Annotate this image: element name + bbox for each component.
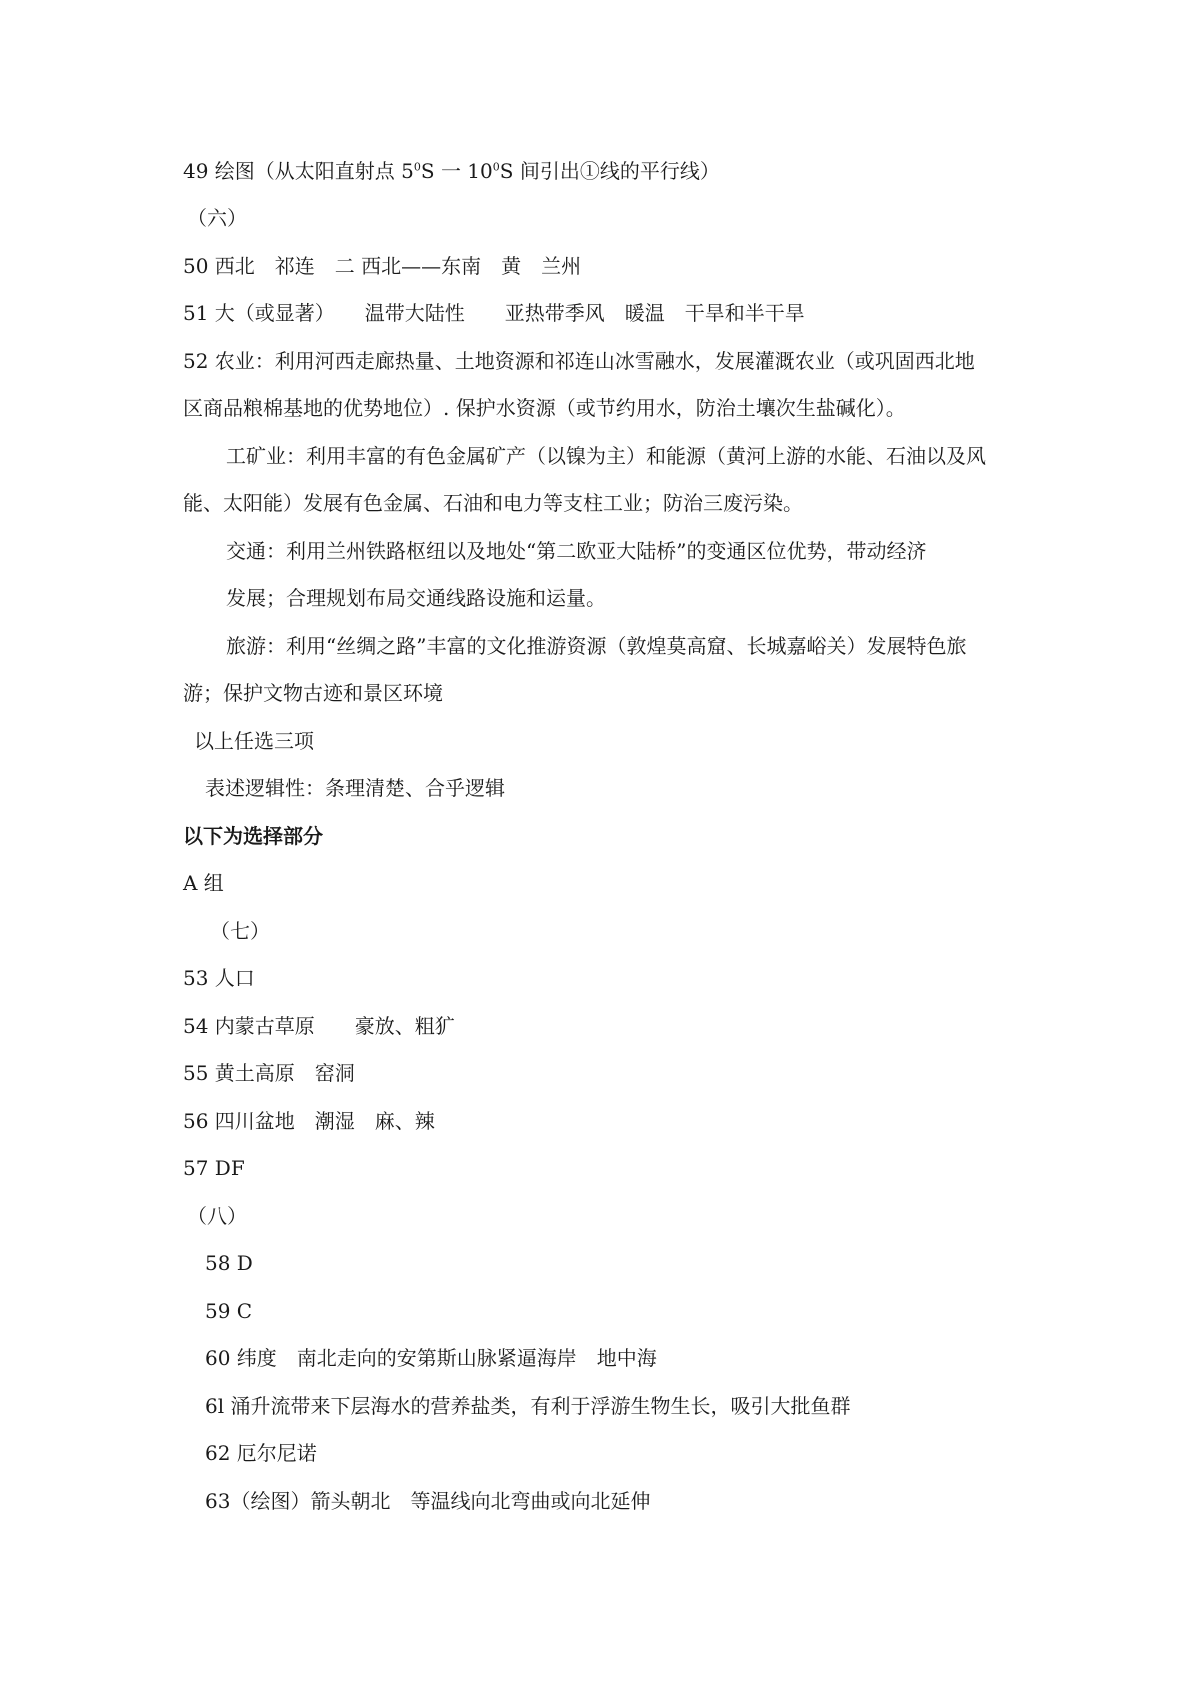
answer-59: 59 C bbox=[205, 1299, 253, 1323]
answer-60: 60 纬度 南北走向的安第斯山脉紧逼海岸 地中海 bbox=[205, 1346, 657, 1370]
group-a-heading: A 组 bbox=[183, 871, 224, 895]
answer-52-line-2: 区商品粮棉基地的优势地位）. 保护水资源（或节约用水，防治土壤次生盐碱化）。 bbox=[183, 396, 906, 420]
logic-criteria-note: 表述逻辑性：条理清楚、合乎逻辑 bbox=[205, 776, 505, 800]
answer-49-middle: S 一 10 bbox=[420, 159, 493, 183]
answer-62: 62 厄尔尼诺 bbox=[205, 1441, 317, 1465]
answer-49-prefix: 49 绘图（从太阳直射点 5 bbox=[183, 159, 414, 183]
answer-56: 56 四川盆地 潮湿 麻、辣 bbox=[183, 1109, 435, 1133]
answer-54: 54 内蒙古草原 豪放、粗犷 bbox=[183, 1014, 455, 1038]
section-7-heading: （七） bbox=[210, 919, 270, 943]
degree-superscript-2: 0 bbox=[492, 160, 500, 174]
answer-52-line-6: 发展；合理规划布局交通线路设施和运量。 bbox=[226, 586, 606, 610]
answer-61: 6l 涌升流带来下层海水的营养盐类，有利于浮游生物生长，吸引大批鱼群 bbox=[205, 1394, 851, 1418]
answer-49 bbox=[183, 157, 720, 185]
answer-58: 58 D bbox=[205, 1251, 253, 1275]
section-8-heading: （八） bbox=[187, 1204, 247, 1228]
degree-superscript-1: 0 bbox=[413, 160, 421, 174]
choose-three-note: 以上任选三项 bbox=[194, 729, 314, 753]
answer-52-line-3: 工矿业：利用丰富的有色金属矿产（以镍为主）和能源（黄河上游的水能、石油以及风 bbox=[226, 444, 986, 468]
answer-57: 57 DF bbox=[183, 1156, 245, 1180]
answer-53: 53 人口 bbox=[183, 966, 255, 990]
section-6-heading: （六） bbox=[187, 206, 247, 230]
answer-52-line-4: 能、太阳能）发展有色金属、石油和电力等支柱工业；防治三废污染。 bbox=[183, 491, 803, 515]
answer-63: 63（绘图）箭头朝北 等温线向北弯曲或向北延伸 bbox=[205, 1489, 651, 1513]
answer-49-suffix: S 间引出①线的平行线） bbox=[499, 159, 720, 183]
optional-section-heading: 以下为选择部分 bbox=[183, 824, 323, 848]
answer-52-line-7: 旅游：利用“丝绸之路”丰富的文化推游资源（敦煌莫高窟、长城嘉峪关）发展特色旅 bbox=[226, 634, 967, 658]
answer-52-line-5: 交通：利用兰州铁路枢纽以及地处“第二欧亚大陆桥”的变通区位优势，带动经济 bbox=[226, 539, 927, 563]
answer-50: 50 西北 祁连 二 西北——东南 黄 兰州 bbox=[183, 254, 582, 278]
answer-52-line-1: 52 农业：利用河西走廊热量、土地资源和祁连山冰雪融水，发展灌溉农业（或巩固西北地 bbox=[183, 349, 975, 373]
answer-52-line-8: 游；保护文物古迹和景区环境 bbox=[183, 681, 443, 705]
answer-51: 51 大（或显著） 温带大陆性 亚热带季风 暖温 干旱和半干旱 bbox=[183, 301, 805, 325]
answer-55: 55 黄土高原 窑洞 bbox=[183, 1061, 355, 1085]
